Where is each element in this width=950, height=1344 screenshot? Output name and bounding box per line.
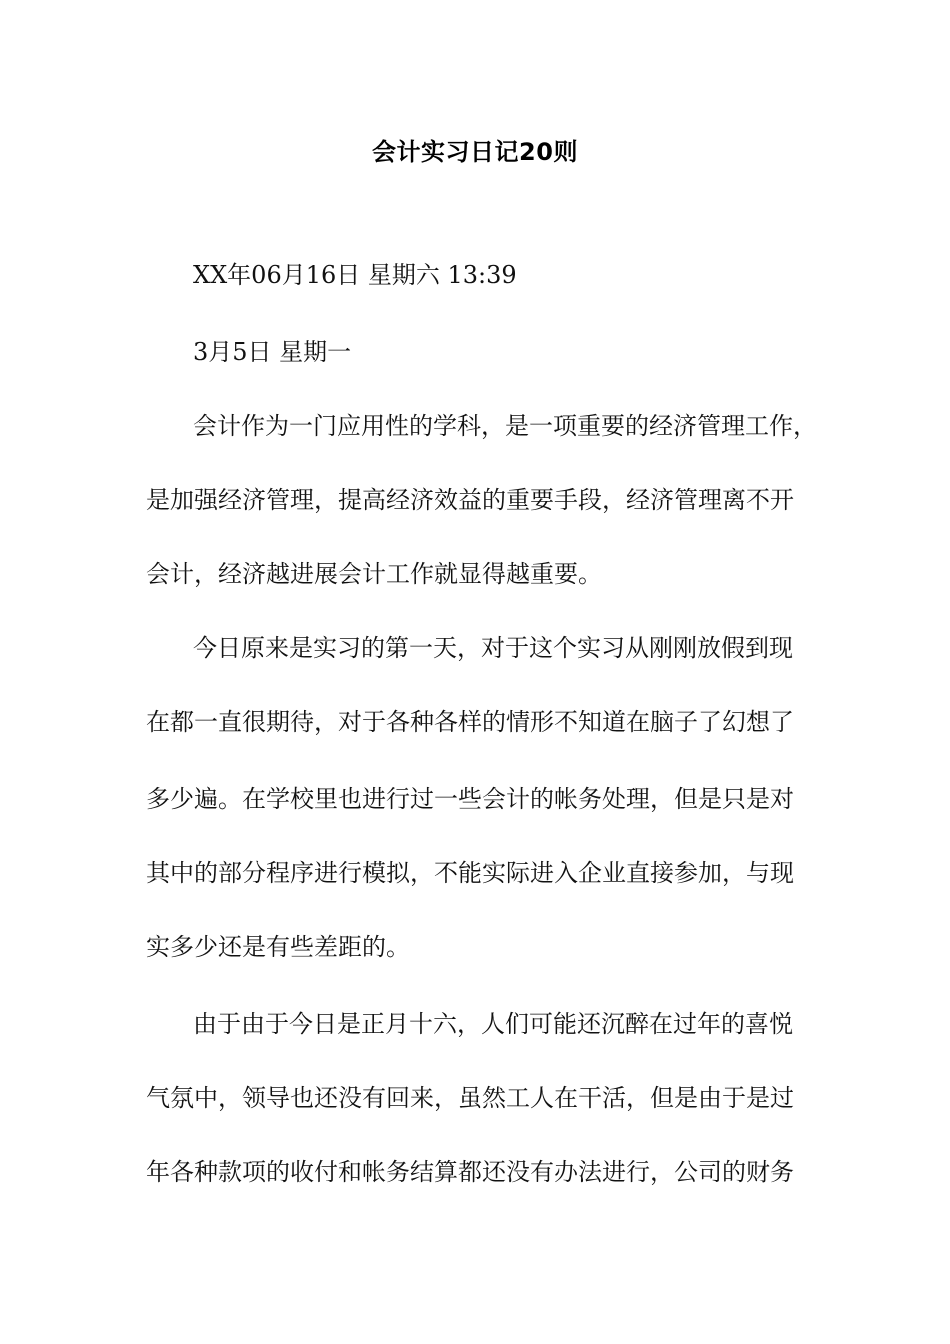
paragraph-line: 今日原来是实习的第一天，对于这个实习从刚刚放假到现 xyxy=(193,634,793,662)
paragraph-line: 由于由于今日是正月十六，人们可能还沉醉在过年的喜悦 xyxy=(193,1010,793,1038)
paragraph-line: 实多少还是有些差距的。 xyxy=(146,933,410,961)
paragraph-line: 在都一直很期待，对于各种各样的情形不知道在脑子了幻想了 xyxy=(146,708,794,736)
paragraph-line: 是加强经济管理，提高经济效益的重要手段，经济管理离不开 xyxy=(146,486,794,514)
paragraph-line: 其中的部分程序进行模拟，不能实际进入企业直接参加，与现 xyxy=(146,859,794,887)
paragraph-line: 气氛中，领导也还没有回来，虽然工人在干活，但是由于是过 xyxy=(146,1084,794,1112)
paragraph-line: 会计作为一门应用性的学科，是一项重要的经济管理工作， xyxy=(193,412,817,440)
document-title: 会计实习日记20则 xyxy=(372,138,578,166)
paragraph-line: 会计，经济越进展会计工作就显得越重要。 xyxy=(146,560,602,588)
date-line: XX年06月16日 星期六 13:39 xyxy=(193,261,517,289)
entry-date-line: 3月5日 星期一 xyxy=(193,338,352,366)
paragraph-line: 多少遍。在学校里也进行过一些会计的帐务处理，但是只是对 xyxy=(146,785,794,813)
paragraph-line: 年各种款项的收付和帐务结算都还没有办法进行，公司的财务 xyxy=(146,1158,794,1186)
